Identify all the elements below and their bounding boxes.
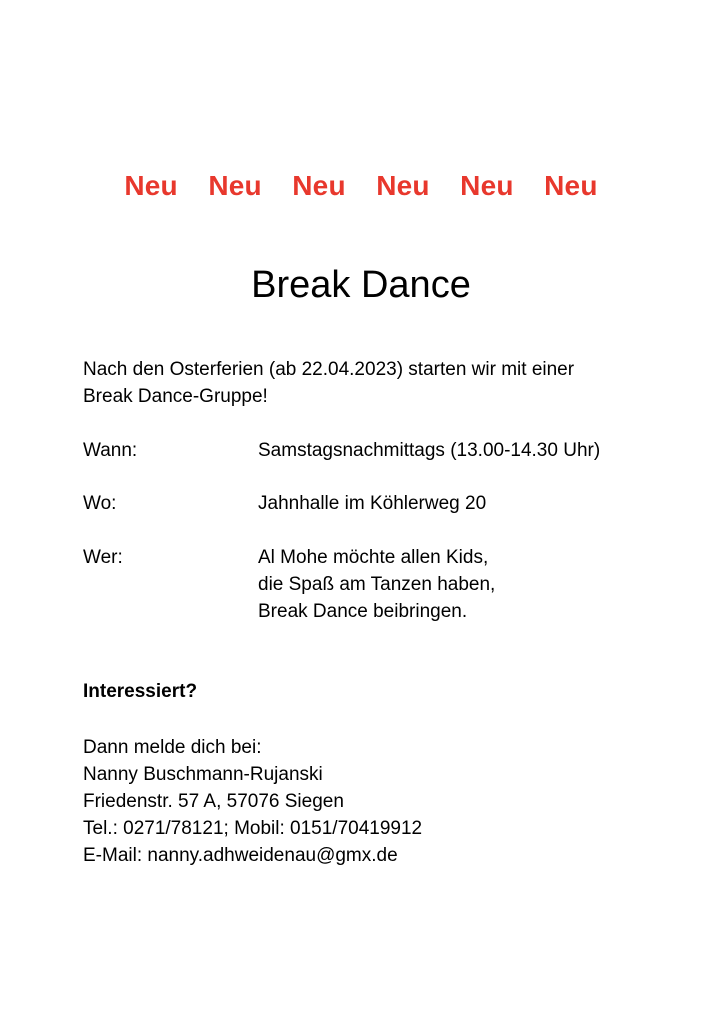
contact-intro: Dann melde dich bei: xyxy=(83,737,262,758)
interested-heading: Interessiert? xyxy=(83,681,198,702)
info-label-wo: Wo: xyxy=(83,493,117,514)
info-value-wann: Samstagsnachmittags (13.00-14.30 Uhr) xyxy=(258,440,601,461)
neu-label: Neu xyxy=(544,170,598,201)
wer-line: die Spaß am Tanzen haben, xyxy=(258,574,496,595)
contact-block xyxy=(83,734,683,869)
contact-name: Nanny Buschmann-Rujanski xyxy=(83,764,323,785)
intro-line: Break Dance-Gruppe! xyxy=(83,386,268,407)
neu-label: Neu xyxy=(376,170,430,201)
info-label-wann: Wann: xyxy=(83,440,138,461)
neu-label: Neu xyxy=(460,170,514,201)
page-title: Break Dance xyxy=(251,264,471,306)
wer-line: Break Dance beibringen. xyxy=(258,601,468,622)
intro-line: Nach den Osterferien (ab 22.04.2023) starten wir mit einer xyxy=(83,359,575,380)
neu-banner xyxy=(0,170,722,202)
contact-address: Friedenstr. 57 A, 57076 Siegen xyxy=(83,791,344,812)
contact-email: E-Mail: nanny.adhweidenau@gmx.de xyxy=(83,845,398,866)
info-value-wo: Jahnhalle im Köhlerweg 20 xyxy=(258,493,487,514)
contact-phone: Tel.: 0271/78121; Mobil: 0151/70419912 xyxy=(83,818,423,839)
neu-label: Neu xyxy=(292,170,346,201)
info-value-wer xyxy=(258,544,678,625)
neu-label: Neu xyxy=(124,170,178,201)
info-label-wer: Wer: xyxy=(83,547,123,568)
neu-label: Neu xyxy=(208,170,262,201)
wer-line: Al Mohe möchte allen Kids, xyxy=(258,547,489,568)
intro-paragraph xyxy=(83,356,643,410)
